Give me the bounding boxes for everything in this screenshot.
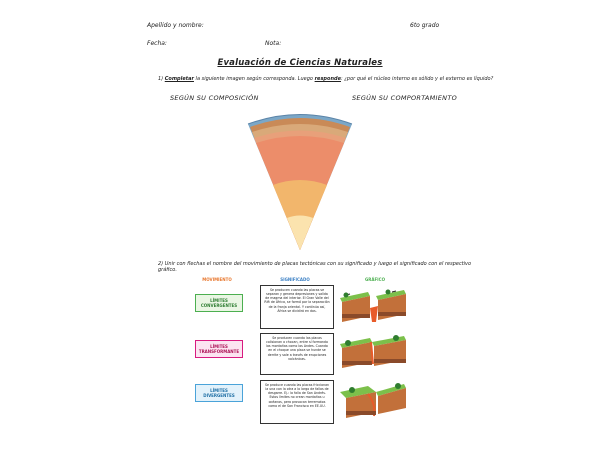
graphic-divergent-blocks [338, 284, 408, 324]
movement-divergent-line2: DIVERGENTES [203, 393, 235, 398]
column-header-graphic: GRÁFICO [364, 277, 385, 282]
question-1-verb: Completar [164, 76, 194, 82]
question-2-text: Unir con flechas el nombre del movimiento de placas tectónicas con su significado y luego el significado con el respectivo gráfico. [158, 261, 472, 273]
behavior-label: SEGÚN SU COMPORTAMIENTO [352, 94, 458, 102]
question-2 [158, 261, 488, 273]
page-title: Evaluación de Ciencias Naturales [217, 58, 383, 68]
movement-divergent [195, 384, 243, 402]
graphic-convergent-blocks [338, 330, 408, 370]
movement-convergent-line1: LÍMITES [210, 297, 228, 303]
column-header-meaning: SIGNIFICADO [280, 277, 310, 282]
grade-note-label: Nota: [265, 40, 282, 47]
movement-convergent [195, 294, 243, 312]
movement-transform [195, 340, 243, 358]
date-label: Fecha: [147, 40, 167, 47]
grade-label: 6to grado [410, 22, 440, 29]
question-1-number: 1) [158, 76, 164, 82]
question-1 [158, 76, 493, 82]
graphic-transform-blocks [338, 376, 408, 420]
movement-convergent-line2: CONVERGENTES [200, 303, 238, 308]
earth-layers-diagram [245, 105, 355, 255]
question-1-text-b: : ¿por qué el núcleo interno es sólido y el externo es líquido? [340, 76, 494, 82]
meaning-box-1: Se producen cuando las placas se separan y genera depresiones y salida de magma del interior. El Gran Valle del Rift de África, se formó por la separación de la franja oriental. Y continúa así, África se dividirá en dos. [260, 285, 334, 329]
movement-transform-line2: TRANSFORMANTE [198, 349, 240, 354]
movement-divergent-line1: LÍMITES [210, 387, 228, 393]
meaning-box-2: Se producen cuando las placas colisionan o chocan, entre sí formando las montañas como los Andes. Cuando en el choque una placa se hunde se derrite y sale a través de erupciones volcánicas. [260, 333, 334, 375]
column-header-movement: MOVIMIENTO [202, 277, 232, 282]
movement-transform-line1: LÍMITES [210, 343, 228, 349]
question-1-verb2: responde [314, 76, 341, 82]
inner-core-layer [287, 216, 313, 251]
question-1-text-a: la siguiente imagen según corresponda. Luego [193, 76, 315, 82]
name-label: Apellido y nombre: [147, 22, 204, 29]
question-2-number: 2) [158, 261, 164, 267]
composition-label: SEGÚN SU COMPOSICIÓN [170, 94, 259, 102]
meaning-box-3: Se produce cuando las placas friccionan la una con la otra a lo largo de fallas de desgarre. Ej.: la falla de San Andrés. Estos límites no crean montañas u océanos, pero provocan terremotos como el de San Francisco en EE.UU. [260, 380, 334, 424]
